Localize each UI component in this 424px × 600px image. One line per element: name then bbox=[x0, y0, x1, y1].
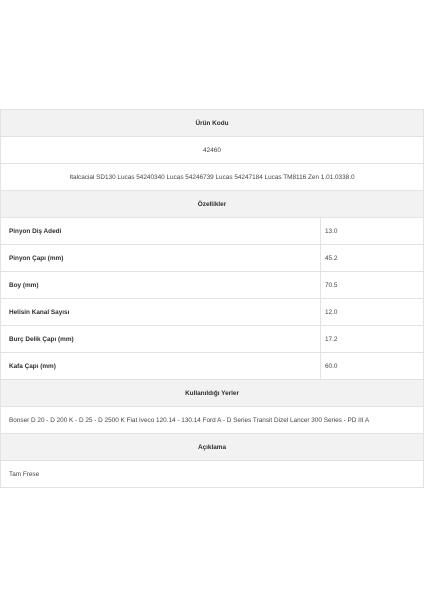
spec-row bbox=[1, 353, 424, 380]
product-code-value: 42460 bbox=[1, 137, 424, 164]
spec-row bbox=[1, 245, 424, 272]
description-heading: Açıklama bbox=[1, 434, 424, 461]
spec-row bbox=[1, 299, 424, 326]
spec-label: Kafa Çapı (mm) bbox=[1, 353, 321, 380]
description-value: Tam Frese bbox=[1, 461, 424, 488]
spec-value: 60.0 bbox=[321, 353, 424, 380]
usage-value-row bbox=[1, 407, 424, 434]
product-code-heading: Ürün Kodu bbox=[1, 110, 424, 137]
spec-label: Boy (mm) bbox=[1, 272, 321, 299]
spec-value: 13.0 bbox=[321, 218, 424, 245]
description-value-row bbox=[1, 461, 424, 488]
spec-value: 45.2 bbox=[321, 245, 424, 272]
product-code-description: Italcacial SD130 Lucas 54240340 Lucas 54246739 Lucas 54247184 Lucas TM8116 Zen 1.01.0338.0 bbox=[1, 164, 424, 191]
usage-header-row bbox=[1, 380, 424, 407]
spec-row bbox=[1, 272, 424, 299]
spec-value: 17.2 bbox=[321, 326, 424, 353]
spec-row bbox=[1, 218, 424, 245]
spec-label: Pinyon Diş Adedi bbox=[1, 218, 321, 245]
usage-value: Bonser D 20 - D 200 K - D 25 - D 2500 K Fiat Iveco 120.14 - 130.14 Ford A - D Series Transit Dizel Lancer 300 Series - PD III A bbox=[1, 407, 424, 434]
spec-label: Burç Delik Çapı (mm) bbox=[1, 326, 321, 353]
usage-heading: Kullanıldığı Yerler bbox=[1, 380, 424, 407]
spec-label: Pinyon Çapı (mm) bbox=[1, 245, 321, 272]
features-header-row bbox=[1, 191, 424, 218]
spec-row bbox=[1, 326, 424, 353]
features-heading: Özellikler bbox=[1, 191, 424, 218]
product-code-value-row bbox=[1, 137, 424, 164]
spec-value: 12.0 bbox=[321, 299, 424, 326]
product-spec-table bbox=[0, 109, 424, 488]
spec-value: 70.5 bbox=[321, 272, 424, 299]
spec-label: Helisin Kanal Sayısı bbox=[1, 299, 321, 326]
description-header-row bbox=[1, 434, 424, 461]
product-code-description-row bbox=[1, 164, 424, 191]
product-code-header-row bbox=[1, 110, 424, 137]
